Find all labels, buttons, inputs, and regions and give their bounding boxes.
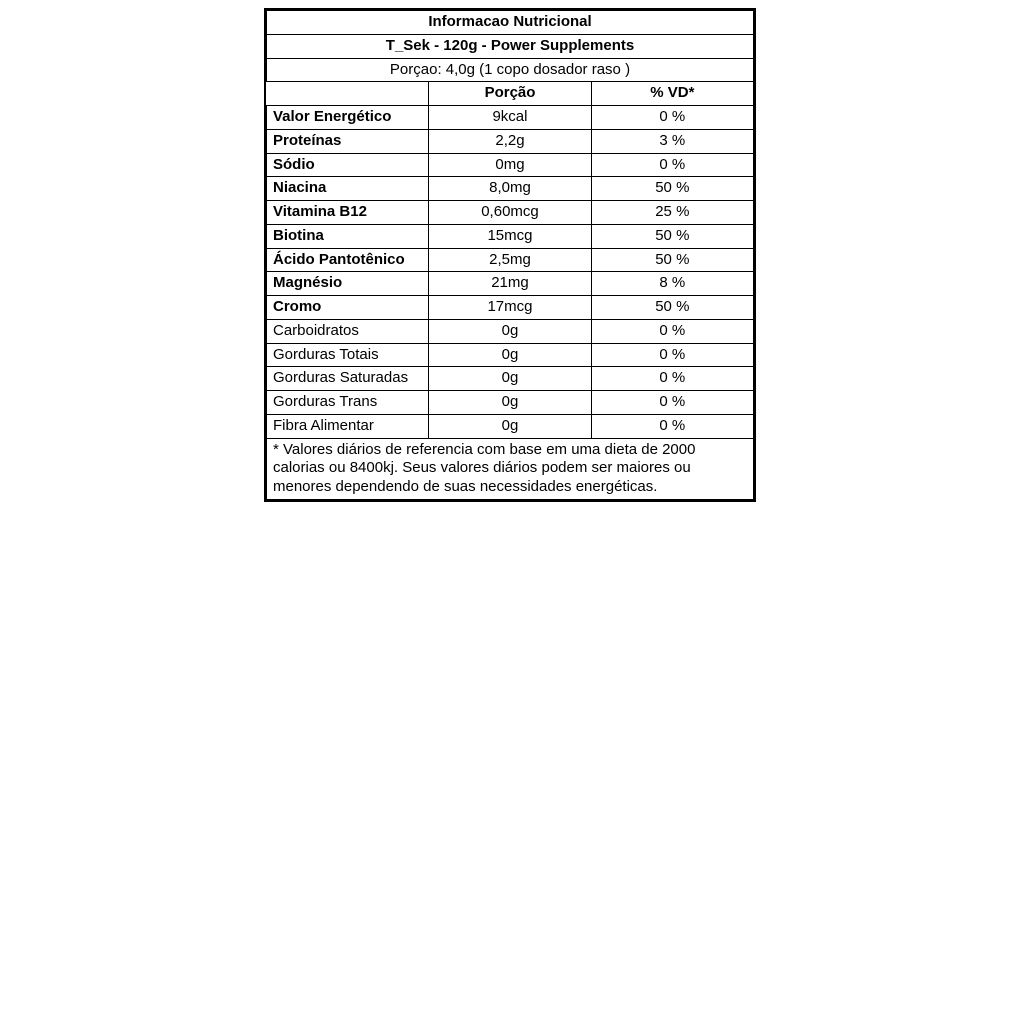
nutrient-vd-value: 50 % xyxy=(591,296,753,320)
nutrient-vd-value: 0 % xyxy=(591,106,753,130)
nutrient-portion-value: 0g xyxy=(429,391,591,415)
footnote-row xyxy=(267,438,754,499)
table-row xyxy=(267,414,754,438)
nutrient-portion-value: 17mcg xyxy=(429,296,591,320)
nutrient-vd-value: 25 % xyxy=(591,201,753,225)
nutrition-facts-panel xyxy=(264,8,756,502)
header-vd: % VD* xyxy=(591,82,753,106)
nutrient-vd-value: 0 % xyxy=(591,391,753,415)
product-subtitle: T_Sek - 120g - Power Supplements xyxy=(267,34,754,58)
nutrient-name: Valor Energético xyxy=(267,106,429,130)
footnote-body xyxy=(267,438,754,499)
nutrient-name: Proteínas xyxy=(267,129,429,153)
panel-title-row xyxy=(267,11,754,35)
nutrient-portion-value: 0g xyxy=(429,414,591,438)
header-portion: Porção xyxy=(429,82,591,106)
nutrient-portion-value: 0,60mcg xyxy=(429,201,591,225)
table-row xyxy=(267,343,754,367)
nutrient-vd-value: 0 % xyxy=(591,319,753,343)
nutrient-name: Biotina xyxy=(267,224,429,248)
table-row xyxy=(267,177,754,201)
table-row xyxy=(267,153,754,177)
footnote-text: * Valores diários de referencia com base em uma dieta de 2000 calorias ou 8400kj. Seus valores diários podem ser maiores ou menores dependendo de suas necessidades energéticas. xyxy=(267,438,754,499)
nutrient-name: Cromo xyxy=(267,296,429,320)
table-row xyxy=(267,248,754,272)
table-row xyxy=(267,224,754,248)
nutrient-portion-value: 0g xyxy=(429,367,591,391)
nutrient-portion-value: 2,5mg xyxy=(429,248,591,272)
table-row xyxy=(267,319,754,343)
nutrition-table-body xyxy=(267,11,754,106)
table-row xyxy=(267,391,754,415)
nutrient-vd-value: 0 % xyxy=(591,367,753,391)
nutrient-vd-value: 8 % xyxy=(591,272,753,296)
nutrient-name: Gorduras Saturadas xyxy=(267,367,429,391)
panel-title: Informacao Nutricional xyxy=(267,11,754,35)
nutrient-rows xyxy=(267,106,754,439)
nutrient-vd-value: 0 % xyxy=(591,343,753,367)
nutrient-name: Niacina xyxy=(267,177,429,201)
nutrient-vd-value: 3 % xyxy=(591,129,753,153)
nutrient-portion-value: 0mg xyxy=(429,153,591,177)
nutrient-portion-value: 0g xyxy=(429,343,591,367)
table-row xyxy=(267,367,754,391)
portion-description: Porçao: 4,0g (1 copo dosador raso ) xyxy=(267,58,754,82)
nutrient-vd-value: 0 % xyxy=(591,153,753,177)
portion-row xyxy=(267,58,754,82)
nutrient-portion-value: 15mcg xyxy=(429,224,591,248)
nutrient-vd-value: 50 % xyxy=(591,248,753,272)
nutrient-portion-value: 2,2g xyxy=(429,129,591,153)
nutrient-name: Magnésio xyxy=(267,272,429,296)
table-row xyxy=(267,106,754,130)
table-row xyxy=(267,296,754,320)
nutrient-name: Gorduras Totais xyxy=(267,343,429,367)
nutrient-vd-value: 50 % xyxy=(591,224,753,248)
table-row xyxy=(267,272,754,296)
nutrient-portion-value: 21mg xyxy=(429,272,591,296)
nutrient-portion-value: 0g xyxy=(429,319,591,343)
nutrient-name: Sódio xyxy=(267,153,429,177)
nutrition-table xyxy=(266,10,754,500)
nutrient-vd-value: 50 % xyxy=(591,177,753,201)
nutrient-name: Carboidratos xyxy=(267,319,429,343)
nutrient-portion-value: 8,0mg xyxy=(429,177,591,201)
nutrient-name: Fibra Alimentar xyxy=(267,414,429,438)
table-row xyxy=(267,201,754,225)
header-spacer xyxy=(267,82,429,106)
nutrient-portion-value: 9kcal xyxy=(429,106,591,130)
column-headers-row xyxy=(267,82,754,106)
nutrient-name: Vitamina B12 xyxy=(267,201,429,225)
table-row xyxy=(267,129,754,153)
nutrient-name: Gorduras Trans xyxy=(267,391,429,415)
nutrient-vd-value: 0 % xyxy=(591,414,753,438)
product-subtitle-row xyxy=(267,34,754,58)
nutrient-name: Ácido Pantotênico xyxy=(267,248,429,272)
